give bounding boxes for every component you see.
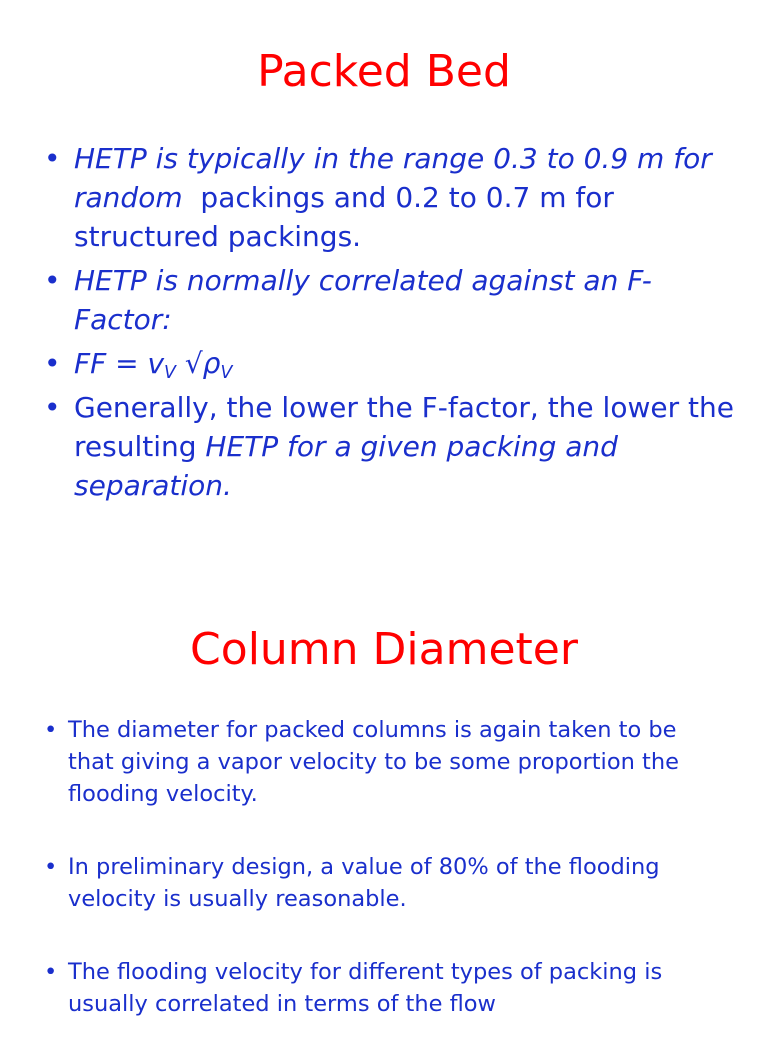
bullet-dot-icon: • <box>44 264 61 297</box>
bullet-dot-icon: • <box>44 391 61 424</box>
bullet-text: packings and 0.2 to 0.7 m for structured packings. <box>74 181 614 253</box>
bullet-dot-icon: • <box>44 142 61 175</box>
bullet-list <box>44 714 724 1061</box>
formula-lhs: FF = v <box>74 347 165 380</box>
bullet-text: In preliminary design, a value of 80% of the flooding velocity is usually reasonable. <box>68 854 660 912</box>
bullet-list <box>44 139 734 510</box>
bullet-text: The flooding velocity for different types of packing is usually correlated in terms of the flow <box>68 959 663 1017</box>
bullet-dot-icon: • <box>44 347 61 380</box>
bullet-item <box>44 388 734 505</box>
slide-column-diameter <box>0 560 768 1024</box>
slide-title: Packed Bed <box>257 46 511 97</box>
bullet-item <box>44 139 734 256</box>
formula-subscript: V <box>220 362 233 383</box>
bullet-text-italic: HETP is normally correlated against an F-Factor: <box>74 264 652 336</box>
bullet-text-italic: HETP is typically in the range 0.3 to 0.9 m for random <box>74 142 712 214</box>
formula-subscript: V <box>164 362 176 383</box>
bullet-item <box>44 956 724 1020</box>
formula <box>74 347 233 383</box>
bullet-text: Generally, the lower the F-factor, the lower the resulting <box>74 391 734 463</box>
bullet-item <box>44 714 724 810</box>
formula-sqrt-rho: √ρ <box>175 347 221 380</box>
bullet-text-italic: HETP for a given packing and separation. <box>74 430 618 502</box>
slide-title: Column Diameter <box>190 624 578 675</box>
bullet-item <box>44 851 724 915</box>
bullet-item <box>44 344 734 383</box>
bullet-dot-icon: • <box>44 854 58 880</box>
bullet-text: The diameter for packed columns is again taken to be that giving a vapor velocity to be some proportion the flooding velocity. <box>68 717 679 807</box>
bullet-item <box>44 261 734 339</box>
bullet-dot-icon: • <box>44 959 58 985</box>
bullet-dot-icon: • <box>44 717 58 743</box>
